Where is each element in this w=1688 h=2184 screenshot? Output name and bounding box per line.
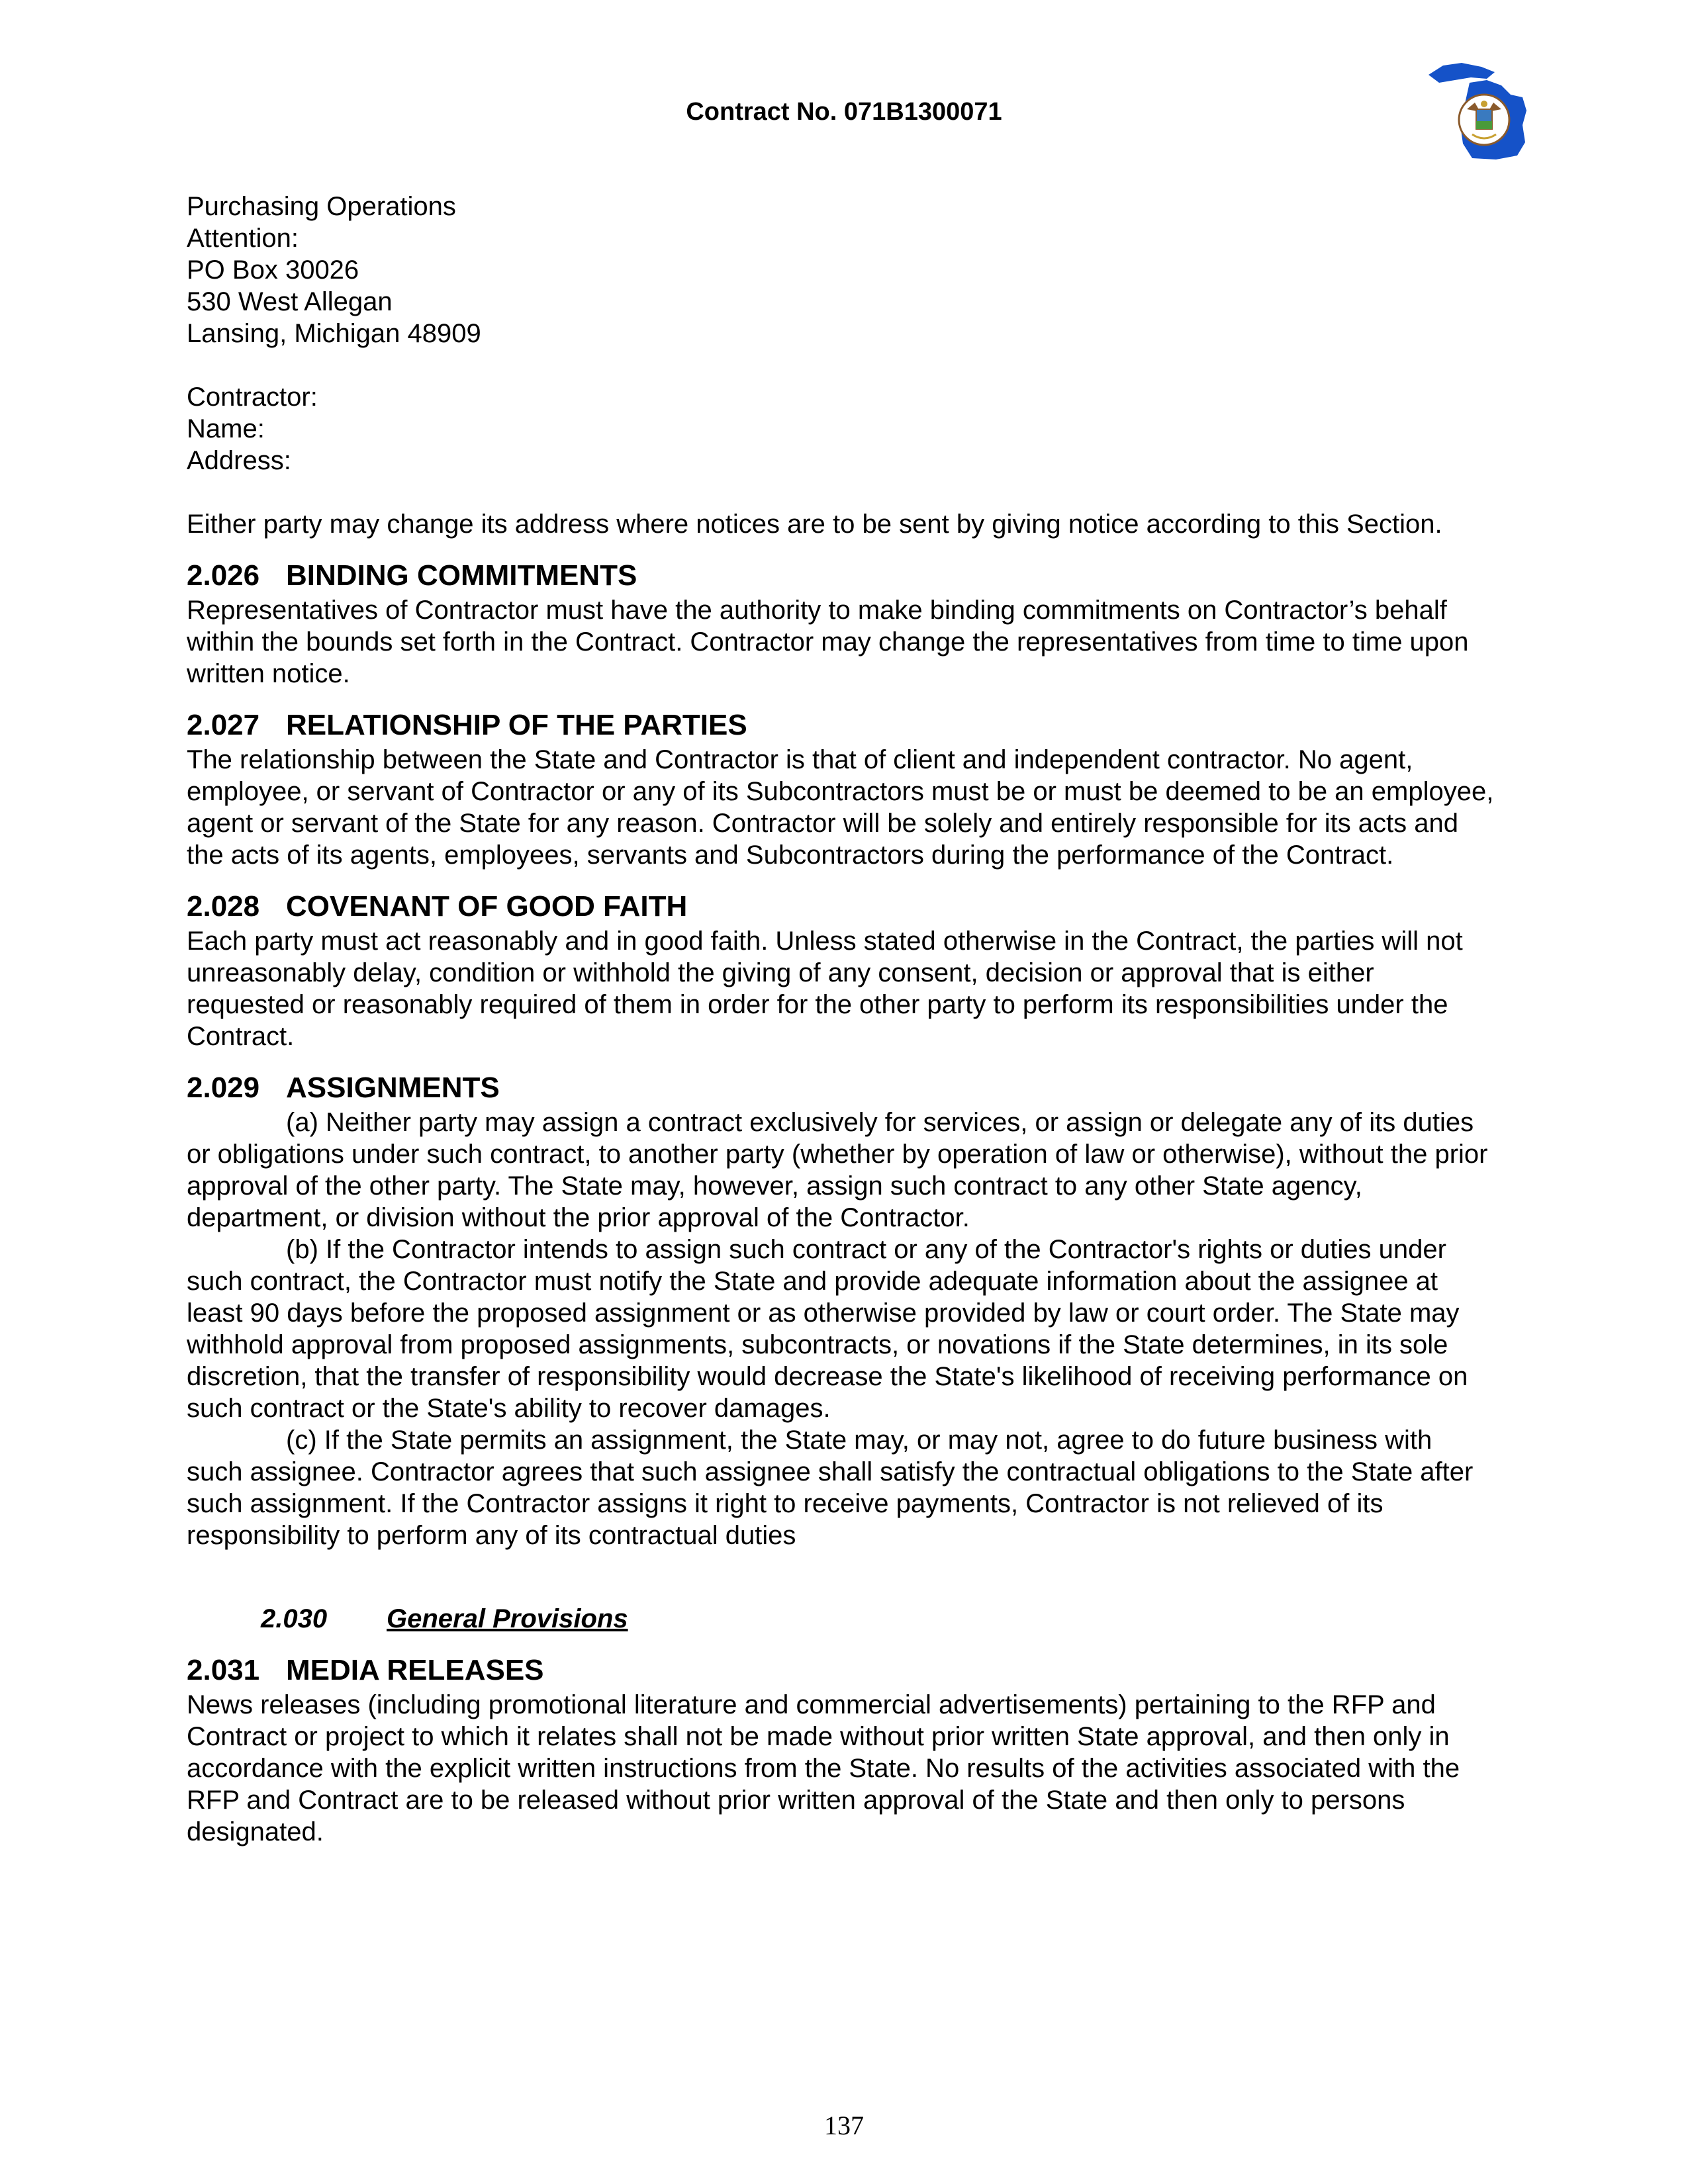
- section-heading-2029: 2.029 ASSIGNMENTS: [187, 1071, 500, 1104]
- section-body-2031: News releases (including promotional literature and commercial advertisements) pertaining to the RFP and Contract or project to which it relates shall not be made without prior written State approval, and then only in accordance with the explicit written instructions from the State. No results of the activities associated with the RFP and Contract are to be released without prior written approval of the State and then only to persons designated.: [187, 1690, 1460, 1846]
- document-body: [187, 191, 1550, 1848]
- section-body-2027: The relationship between the State and Contractor is that of client and independent contractor. No agent, employee, or servant of Contractor or any of its Subcontractors must be or must be deemed to be an employee, agent or servant of the State for any reason. Contractor will be solely and entirely responsible for its acts and the acts of its agents, employees, servants and Subcontractors during the performance of the Contract.: [187, 745, 1494, 870]
- section-heading-2027: 2.027 RELATIONSHIP OF THE PARTIES: [187, 709, 747, 741]
- section-heading-2026: 2.026 BINDING COMMITMENTS: [187, 559, 637, 592]
- section-body-2028: Each party must act reasonably and in good faith. Unless stated otherwise in the Contract, the parties will not unreasonably delay, condition or withhold the giving of any consent, decision or approval that is either requested or reasonably required of them in order for the other party to perform its responsibilities under the Contract.: [187, 927, 1463, 1051]
- section-subheading-2030: 2.030 General Provisions: [261, 1604, 628, 1633]
- section-heading-2028: 2.028 COVENANT OF GOOD FAITH: [187, 890, 688, 923]
- contract-number-header: Contract No. 071B1300071: [686, 98, 1002, 126]
- section-body-2029: (a) Neither party may assign a contract exclusively for services, or assign or delegate any of its duties or obligations under such contract, to another party (whether by operation of law or otherwise), without the prior approval of the other party. The State may, however, assign such contract to any other State agency, department, or division without the prior approval of the Contractor. (b) If the Contractor intends to assign such contract or any of the Contractor's rights or duties under such contract, the Contractor must notify the State and provide adequate information about the assignee at least 90 days before the proposed assignment or as otherwise provided by law or court order. The State may withhold approval from proposed assignments, subcontracts, or novations if the State determines, in its sole discretion, that the transfer of responsibility would decrease the State's likelihood of receiving performance on such contract or the State's ability to recover damages. (c) If the State permits an assignment, the State may, or may not, agree to do future business with such assignee. Contractor agrees that such assignee shall satisfy the contractual obligations to the State after such assignment. If the Contractor assigns it right to receive payments, Contractor is not relieved of its responsibility to perform any of its contractual duties: [187, 1108, 1488, 1550]
- state-address-block: Purchasing Operations Attention: PO Box 30026 530 West Allegan Lansing, Michigan 48909: [187, 192, 481, 348]
- address-change-paragraph: Either party may change its address where notices are to be sent by giving notice according to this Section.: [187, 510, 1442, 539]
- contractor-address-block: Contractor: Name: Address:: [187, 383, 318, 475]
- michigan-seal-logo-icon: [1423, 56, 1529, 162]
- section-body-2026: Representatives of Contractor must have the authority to make binding commitments on Contractor’s behalf within the bounds set forth in the Contract. Contractor may change the representatives from time to time upon written notice.: [187, 596, 1469, 688]
- page-number: 137: [824, 2111, 864, 2140]
- section-heading-2031: 2.031 MEDIA RELEASES: [187, 1654, 544, 1686]
